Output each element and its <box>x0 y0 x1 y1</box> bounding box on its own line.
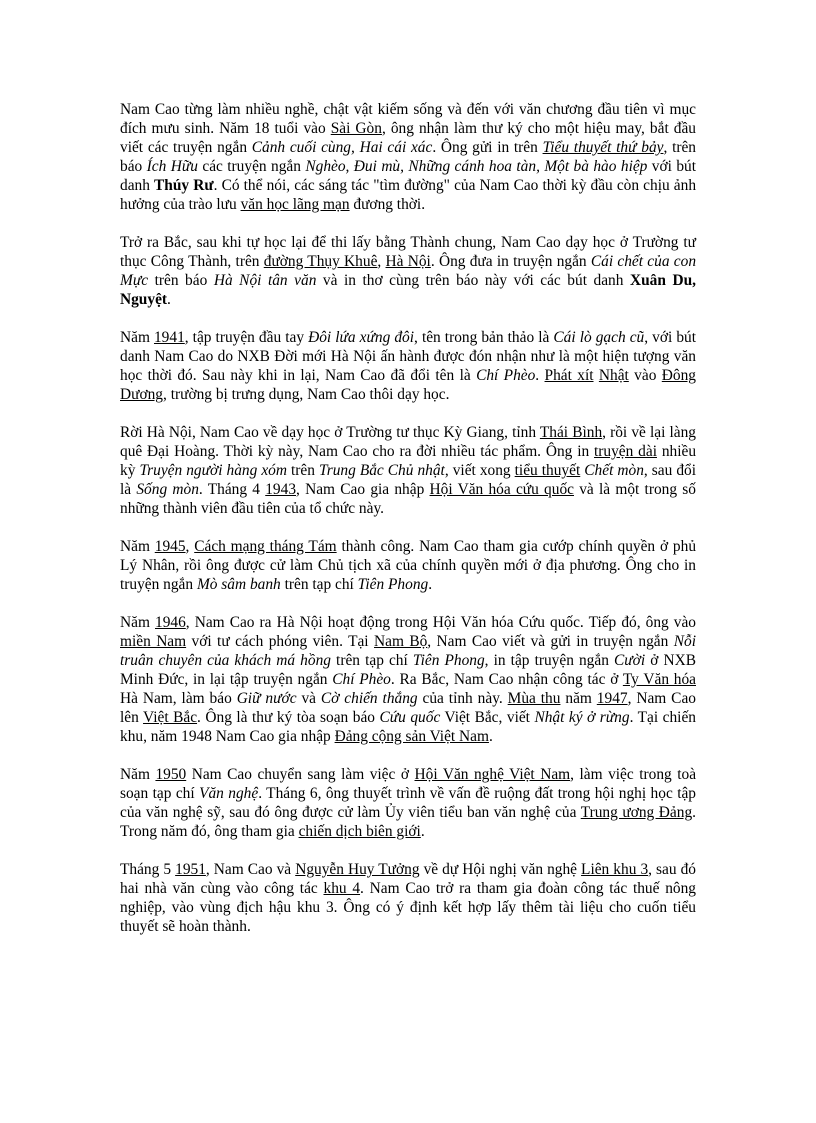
text-run: , tập truyện đầu tay <box>184 329 309 346</box>
text-run: . <box>420 823 425 840</box>
text-link[interactable]: truyện dài <box>594 443 657 460</box>
paragraph-4 <box>120 423 696 518</box>
text-link[interactable]: Liên khu 3 <box>581 861 649 878</box>
text-run: Chết mòn <box>584 462 644 479</box>
text-run: với bút danh <box>120 158 696 194</box>
text-run: . <box>535 367 545 384</box>
text-run: , Nam Cao gia nhập <box>296 481 430 498</box>
text-run: Tiên Phong <box>357 576 429 593</box>
text-run: trên <box>287 462 319 479</box>
text-run: Sống mòn <box>136 481 199 498</box>
text-run: Cờ chiến thắng <box>320 690 418 707</box>
text-run: . Ông là thư ký tòa soạn báo <box>197 709 380 726</box>
text-run: , Nam Cao lên <box>120 690 696 726</box>
text-run: , trường bị trưng dụng, Nam Cao thôi dạy học. <box>163 386 450 403</box>
text-run: với tư cách phóng viên. Tại <box>186 633 374 650</box>
text-link[interactable]: Thái Bình <box>539 424 603 441</box>
text-run: Truyện người hàng xóm <box>139 462 287 479</box>
text-run: và là một trong số những thành viên đầu tiên của tổ chức này. <box>120 481 696 517</box>
text-run: Nghèo, Đui mù, Những cánh hoa tàn, Một bà hào hiệp <box>305 158 648 175</box>
text-run: , <box>377 253 386 270</box>
text-run: . <box>167 291 171 308</box>
text-run: . Ra Bắc, Nam Cao nhận công tác ở <box>390 671 623 688</box>
paragraph-6 <box>120 613 696 746</box>
text-run: Nhật ký ở rừng <box>534 709 630 726</box>
text-run: , Nam Cao viết và gửi in truyện ngắn <box>427 633 674 650</box>
text-run: Thúy Rư <box>154 177 214 194</box>
text-run: Việt Bắc, viết <box>440 709 535 726</box>
paragraph-5 <box>120 537 696 594</box>
text-run: . Nam Cao trở ra tham gia đoàn công tác thuế nông nghiệp, vào vùng địch hậu khu 3. Ông có ý định kết hợp lấy thêm tài liệu cho cuốn tiểu thuyết sẽ hoàn thành. <box>120 880 696 935</box>
text-link[interactable]: Tiểu thuyết thứ bảy <box>542 139 664 156</box>
text-run: Năm <box>120 329 154 346</box>
text-link[interactable]: 1946 <box>155 614 186 631</box>
text-link[interactable]: 1945 <box>154 538 186 555</box>
text-run: Văn nghệ <box>199 785 259 802</box>
text-link[interactable]: Phát xít <box>544 367 594 384</box>
text-run: Hà Nội tân văn <box>213 272 317 289</box>
text-link[interactable]: 1941 <box>153 329 185 346</box>
text-run: , in tập truyện ngắn <box>484 652 614 669</box>
paragraph-8 <box>120 860 696 936</box>
text-run: và <box>296 690 321 707</box>
text-run: Nam Cao từng làm nhiều nghề, chật vật kiếm sống và đến với văn chương đầu tiên vì mục đích mưu sinh. Năm 18 tuổi vào <box>120 101 696 137</box>
text-run: Chí Phèo <box>476 367 536 384</box>
text-link[interactable]: Sài Gòn <box>330 120 382 137</box>
text-link[interactable]: 1950 <box>155 766 187 783</box>
text-run: Năm <box>120 538 155 555</box>
text-run: đương thời. <box>349 196 426 213</box>
text-run: . Ông đưa in truyện ngắn <box>430 253 591 270</box>
text-link[interactable]: Việt Bắc <box>143 709 198 726</box>
text-run: Ích Hữu <box>146 158 198 175</box>
text-run: ở NXB Minh Đức, in lại tập truyện ngắn <box>120 652 696 688</box>
text-run: các truyện ngắn <box>197 158 306 175</box>
text-run: , rồi về lại làng quê Đại Hoàng. Thời kỳ này, Nam Cao cho ra đời nhiều tác phẩm. Ông in <box>120 424 696 460</box>
text-run: và in thơ cùng trên báo này với các bút danh <box>316 272 630 289</box>
text-run: Tháng 5 <box>120 861 176 878</box>
text-run: Chí Phèo <box>332 671 391 688</box>
text-run: , làm việc trong toà soạn tạp chí <box>120 766 697 802</box>
text-link[interactable]: 1951 <box>175 861 206 878</box>
text-run: Rời Hà Nội, Nam Cao về dạy học ở Trường tư thục Kỳ Giang, tỉnh <box>120 424 540 441</box>
text-run: , ông nhận làm thư ký cho một hiệu may, bắt đầu viết các truyện ngắn <box>120 120 696 156</box>
paragraph-3 <box>120 328 696 404</box>
text-run: Hà Nam, làm báo <box>120 690 237 707</box>
text-link[interactable]: Ty Văn hóa <box>622 671 696 688</box>
text-run: . Tháng 4 <box>198 481 266 498</box>
text-run: Trở ra Bắc, sau khi tự học lại để thi lấy bằng Thành chung, Nam Cao dạy học ở Trường tư thục Công Thành, trên <box>120 234 696 270</box>
text-run: Nỗi truân chuyên của khách má hồng <box>120 633 696 669</box>
text-run: . <box>428 576 433 593</box>
text-run: . Ông gửi in trên <box>432 139 543 156</box>
text-run: Mò sâm banh <box>196 576 281 593</box>
text-run: vào <box>628 367 662 384</box>
text-run: trên tạp chí <box>280 576 358 593</box>
text-run: . Tháng 6, ông thuyết trình về vấn đề ruộng đất trong hội nghị học tập của văn nghệ sỹ, sau đó ông được cử làm Ủy viên tiểu ban văn nghệ của <box>120 785 696 821</box>
text-run: thành công. Nam Cao tham gia cướp chính quyền ở phủ Lý Nhân, rồi ông được cử làm Chủ tịch xã của chính quyền mới ở địa phương. Ông cho in truyện ngắn <box>120 538 697 593</box>
text-run: Cứu quốc <box>379 709 441 726</box>
text-link[interactable]: Hội Văn hóa cứu quốc <box>429 481 574 498</box>
text-link[interactable]: Đông Dương <box>120 367 696 403</box>
text-link[interactable]: đường Thụy Khuê <box>263 253 378 270</box>
paragraph-7 <box>120 765 696 841</box>
text-run: , với bút danh Nam Cao do NXB Đời mới Hà Nội ấn hành được đón nhận như là một hiện tượng văn học thời đó. Sau này khi in lại, Nam Cao đã đổi tên là <box>120 329 697 384</box>
text-run: Năm <box>120 766 156 783</box>
text-run: Giữ nước <box>236 690 297 707</box>
text-link[interactable]: Cách mạng tháng Tám <box>194 538 337 555</box>
text-link[interactable]: Nam Bộ <box>374 633 428 650</box>
text-link[interactable]: chiến dịch biên giới <box>298 823 421 840</box>
text-run: Cười <box>614 652 646 669</box>
text-link[interactable]: 1947 <box>596 690 628 707</box>
text-run: , sau đó hai nhà văn cùng vào công tác <box>120 861 696 897</box>
text-run: của tỉnh này. <box>417 690 508 707</box>
paragraph-1 <box>120 100 696 214</box>
text-link[interactable]: Nguyễn Huy Tưởng <box>295 861 420 878</box>
text-run: , Nam Cao và <box>205 861 296 878</box>
text-run: . Có thể nói, các sáng tác "tìm đường" của Nam Cao thời kỳ đầu còn chịu ảnh hưởng của trào lưu <box>120 177 697 213</box>
text-run: năm <box>560 690 597 707</box>
text-link[interactable]: Mùa thu <box>507 690 561 707</box>
text-run: Nam Cao chuyển sang làm việc ở <box>186 766 415 783</box>
text-link[interactable]: Nhật <box>598 367 629 384</box>
text-run: Trung Bắc Chủ nhật <box>319 462 445 479</box>
paragraph-2 <box>120 233 696 309</box>
text-run: , <box>185 538 195 555</box>
text-run: , tên trong bản thảo là <box>414 329 554 346</box>
text-link[interactable]: Trung ương Đảng <box>580 804 693 821</box>
text-link[interactable]: văn học lãng mạn <box>240 196 350 213</box>
text-run: , trên báo <box>120 139 696 175</box>
text-run: Tiên Phong <box>412 652 485 669</box>
text-link[interactable]: Hội Văn nghệ Việt Nam <box>414 766 571 783</box>
text-run: trên tạp chí <box>330 652 413 669</box>
text-run: . Trong năm đó, ông tham gia <box>120 804 697 840</box>
text-run: . <box>488 728 493 745</box>
text-link[interactable]: miền Nam <box>120 633 187 650</box>
text-run: Cảnh cuối cùng, Hai cái xác <box>251 139 433 156</box>
text-run: . Tại chiến khu, năm 1948 Nam Cao gia nhập <box>120 709 696 745</box>
text-run: Cái lò gạch cũ <box>553 329 645 346</box>
text-link[interactable]: Đảng cộng sản Việt Nam <box>334 728 489 745</box>
text-run: về dự Hội nghị văn nghệ <box>419 861 582 878</box>
text-run: , viết xong <box>444 462 515 479</box>
text-run: trên báo <box>148 272 214 289</box>
text-run: , Nam Cao ra Hà Nội hoạt động trong Hội Văn hóa Cứu quốc. Tiếp đó, ông vào <box>185 614 697 631</box>
text-link[interactable]: Hà Nội <box>385 253 431 270</box>
text-run: nhiều kỳ <box>120 443 697 479</box>
text-run: Đôi lứa xứng đôi <box>308 329 415 346</box>
document-body <box>120 100 696 955</box>
text-run: Xuân Du, Nguyệt <box>120 272 696 308</box>
text-link[interactable]: khu 4 <box>323 880 361 897</box>
text-link[interactable]: tiểu thuyết <box>514 462 581 479</box>
text-run: Năm <box>120 614 155 631</box>
text-run: Cái chết của con Mực <box>120 253 697 289</box>
text-link[interactable]: 1943 <box>265 481 297 498</box>
text-run: , sau đổi là <box>120 462 697 498</box>
